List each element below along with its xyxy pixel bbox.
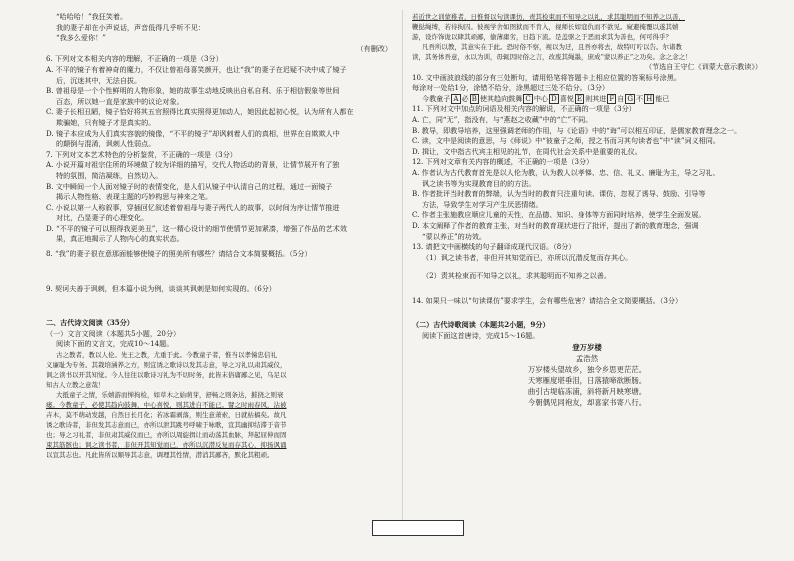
source-note: （有删改）: [356, 43, 392, 53]
question-12-stem: 12. 下列对文章有关内容的概述，不正确的一项是（3分）: [412, 157, 594, 167]
reading-instruction: 阅读下面的文言文，完成10～14题。: [56, 339, 174, 349]
question-10-stem-cont: 每涂对一处给1分，涂错不给分，涂黑超过三处不给分。（3分）: [412, 83, 610, 93]
q7-option-c-cont: 对比，凸显妻子的心理变化。: [56, 213, 149, 223]
q12-option-d-cont: “蒙以养正”的功效。: [422, 231, 487, 241]
passage-line: 义廉耻为专务。其栽培涵养之方，则宜诱之歌诗以发其志意，导之习礼以肃其威仪，: [46, 361, 287, 370]
q12-option-a-cont: 讽之读书等为实现教育目的的方法。: [422, 178, 536, 188]
q6-option-c-cont: 欺骗她，只有镜子才是真实的。: [56, 117, 156, 127]
q11-option-d: D. 揖让，文中指古代宾主相见的礼节，在周代社会关系中是重要的礼仪。: [412, 146, 642, 156]
q11-option-c: C. 读，文中是阅读的意思，与《师说》中“彼童子之师，授之书而习其句读者也”中“读”词义相同。: [412, 136, 720, 146]
q7-option-a-cont: 特的氛围，简洁凝练，自然切入。: [56, 170, 163, 180]
passage-line-underlined: 若近世之训蒙稚者，日惟督以句读课仿，责其检束而不知导之以礼，求其聪明而不知养之以善，: [412, 13, 685, 21]
question-7-stem: 7. 下列对文本艺术特色的分析鉴赏，不正确的一项是（3分）: [46, 149, 237, 159]
passage-line: 也；导之习礼者，非但肃其威仪而已，亦所以周旋揖让而动荡其血脉，拜起屈伸而固: [46, 431, 287, 440]
passage-line: 知古人立教之意哉！: [46, 381, 105, 390]
passage-line-underlined: 束其筋骸也；讽之读书者，非但开其知觉而已，亦所以沉潜反复而存其心，抑扬讽诵: [46, 441, 287, 450]
passage-line: 古之教者，教以人伦。先王之教，尤重于此。今教童子者，惟当以孝悌忠信礼: [56, 351, 277, 360]
q7-option-a: A. 小说开篇对祖宗住所的环境做了较为详细的描写，交代人物活动的背景，让情节展开有了独: [46, 160, 340, 170]
q12-option-b-cont: 方法，导致学生对学习产生厌恶情绪。: [422, 199, 543, 209]
question-11-stem: 11. 下列对文中加点的词语及相关内容的解说，不正确的一项是（3分）: [412, 104, 636, 114]
q10-sentence: 今教童子 A 必 B 使其趋向鼓舞 C 中心 D 喜悦 E 则其进 F 自 G 不 H 能已: [422, 93, 670, 103]
break-mark-b[interactable]: B: [471, 93, 477, 103]
q12-option-c: C. 作者主张施教应顺应儿童的天性，在品德、知识、身体等方面同时培养，使学生全面发展。: [412, 210, 706, 220]
break-mark-c[interactable]: C: [525, 93, 531, 103]
subsection-heading: （二）古代诗歌阅读（本题共2小题，9分）: [412, 320, 550, 330]
q13-sentence-2: （2）责其检束而不知导之以礼，求其聪明而不知养之以善。: [422, 271, 611, 281]
poem-line: 万岁楼头望故乡，独令乡思更茫茫。: [527, 364, 647, 374]
break-mark-h[interactable]: H: [646, 93, 653, 103]
story-line: “哈哈哈！”我狂笑着。: [56, 12, 128, 21]
question-14: 14. 如果只一味以“句读课仿”要求学生，会有哪些危害？请结合全文简要概括。（3分）: [412, 295, 683, 305]
q6-option-c: C. 妻子长相丑陋，镜子恰好将其五官照得比真实照得更加动人，她因此起初心悦，认为所有人都在: [46, 107, 354, 117]
passage-line: 讽之读书以开其知觉。今人往往以歌诗习礼为不切时务，此皆末俗庸鄙之见，乌足以: [46, 371, 287, 380]
q6-option-d-cont: 的颠倒与混淆，讽刺人性弱点。: [56, 139, 156, 149]
q13-sentence-1: （1）讽之读书者，非但开其知觉而已，亦所以沉潜反复而存其心。: [422, 252, 633, 262]
passage-line: 游，设诈饰诡以肆其顽鄙，偷薄庸劣，日趋下流。是盖驱之于恶而求其为善也，何可得乎？: [412, 33, 672, 41]
passage-line: 读，其务体吾意，永以为训，毋辄因时俗之言，改废其绳墨，庶成“蒙以养正”之功矣。念之念之！: [412, 53, 692, 61]
q11-option-b: B. 教导，即教导培养，这里强调老师的作用，与《论语》中的“诲”可以相互印证，是儒家教育理念之一。: [412, 125, 742, 135]
poem-author: 孟浩然: [575, 353, 599, 363]
passage-line: 卉木，莫不萌动发越，自然日长月化；若冰霜剥落，则生意萧索，日就枯槁矣。故凡: [46, 411, 287, 420]
subsection-heading: （一）文言文阅读（本题共5小题，20分）: [46, 328, 181, 338]
q7-option-d-cont: 果，真正地揭示了人物内心的真实状态。: [56, 234, 184, 244]
passage-line: 凡吾所以教，其意实在于此。恐时俗不察，视以为迂，且吾亦将去，故特叮咛以告。尔诸教: [422, 43, 682, 51]
page-number-box: [372, 520, 464, 536]
passage-source: （节选自王守仁《训蒙大意示教读》）: [644, 62, 762, 71]
q11-option-a: A. 亡，同“无”，指没有，与“燕赵之收藏”中的“亡”不同。: [412, 114, 593, 124]
passage-line: 鞭挞绳缚，若待拘囚。彼视学舍如囹狱而不肯入，视师长如寇仇而不欲见。窥避掩覆以遂其嬉: [412, 23, 679, 31]
poem-line: 天寒雁度堪垂泪，日落猿啼欲断肠。: [527, 375, 647, 385]
passage-line: 以宣其志也。凡此皆所以顺导其志意，调理其性情，潜消其鄙吝，默化其粗顽。: [46, 451, 274, 460]
q7-option-d: D. “不平的镜子可以照得我更美丑”，这一精心设计的细节使情节更加紧凑，增强了作品的艺术效: [46, 223, 347, 233]
question-9: 9. 契诃夫善于讽刺，但本篇小说为例，谈谈其讽刺是如何实现的。（6分）: [46, 283, 276, 293]
left-column: [46, 12, 392, 460]
right-column: [412, 12, 762, 408]
break-mark-d[interactable]: D: [551, 93, 557, 103]
story-line: 我的妻子却在小声说话，声音低得几乎听不见：: [56, 22, 205, 32]
q6-option-a: A. 不平的镜子有着神奇的魔力，不仅让曾祖母喜笑颜开，也让“我”的妻子在迟疑不决中成了镜子: [46, 64, 347, 74]
q6-option-b-cont: 百态，所以她一直是家族中的议论对象。: [56, 96, 184, 106]
q7-option-b: B. 文中瞬间一个人面对镜子时的表情变化，是人们从镜子中认清自己的过程，通过一面镜子: [46, 181, 333, 191]
story-line: “我多么爱你！”: [56, 33, 106, 43]
poem-line: 曲引古堤临冻浦，斜将新月映寒塘。: [527, 386, 647, 396]
break-mark-a[interactable]: A: [453, 93, 459, 103]
q12-option-b: B. 作者批评当时教育的弊端，认为当时的教育只注重句读、课仿，忽视了诱导、鼓励、引导等: [412, 189, 706, 199]
q6-option-b: B. 曾祖母是一个个性鲜明的人物形象，她的故事生动地反映出自私自利、乐于相信假象等世间: [46, 86, 340, 96]
q12-option-d: D. 本文阐释了作者的教育主张，对当时的教育现状进行了批评，提出了新的教育理念，强调: [412, 220, 699, 230]
q6-option-d: D. 镜子本应成为人们真实容貌的镜像，“不平的镜子”却讽刺着人们的真相，世界在自欺欺人中: [46, 128, 340, 138]
poem-line: 今朝偶见同袍友，却喜家书寄八行。: [527, 397, 647, 407]
passage-line-wavy: 痿。今教童子，必使其趋向鼓舞，中心喜悦，则其进自不能已。譬之时雨春风，沾被: [46, 401, 287, 410]
passage-line: 大抵童子之情，乐嬉游而惮拘检，如草木之始萌芽，舒畅之则条达，摧挠之则衰: [56, 391, 284, 400]
question-6-stem: 6. 下列对文本相关内容的理解，不正确的一项是（3分）: [46, 54, 223, 64]
q7-option-c: C. 小说以第一人称叙事，穿插回忆叙述着曾祖母与妻子两代人的故事，以时间为序让情节推进: [46, 202, 340, 212]
question-10-stem: 10. 文中画波浪线的部分有三处断句，请用铅笔将答题卡上相应位置的答案标号涂黑。: [412, 72, 681, 82]
poem-title: 登万岁楼: [572, 342, 602, 352]
break-mark-f[interactable]: F: [609, 93, 615, 103]
poem-instruction: 阅读下面这首唐诗，完成15～16题。: [422, 331, 540, 341]
break-mark-e[interactable]: E: [576, 93, 583, 103]
q12-option-a: A. 作者认为古代教育首先是以人伦为教，认为教人以孝悌、忠、信、礼义、廉耻为主，导之习礼、: [412, 167, 720, 177]
section-heading: 二、古代诗文阅读（35分）: [46, 318, 134, 328]
passage-line: 诱之歌诗者，非但发其志意而已，亦所以泄其跳号呼啸于咏歌，宣其幽抑结滞于音节: [46, 421, 287, 430]
q7-option-b-cont: 揭示人物性格、表现主题的巧妙构思与神来之笔。: [56, 192, 213, 202]
column-divider: [402, 10, 403, 530]
question-8: 8. “我”的妻子很在意那面能够使镜子的照美所有哪些？请结合文本简要概括。（5分）: [46, 249, 312, 259]
break-mark-g[interactable]: G: [627, 93, 634, 103]
q6-option-a-cont: 后，沉迷其中，无法自拔。: [56, 75, 142, 85]
question-13-stem: 13. 请把文中画横线的句子翻译成现代汉语。（8分）: [412, 242, 576, 252]
